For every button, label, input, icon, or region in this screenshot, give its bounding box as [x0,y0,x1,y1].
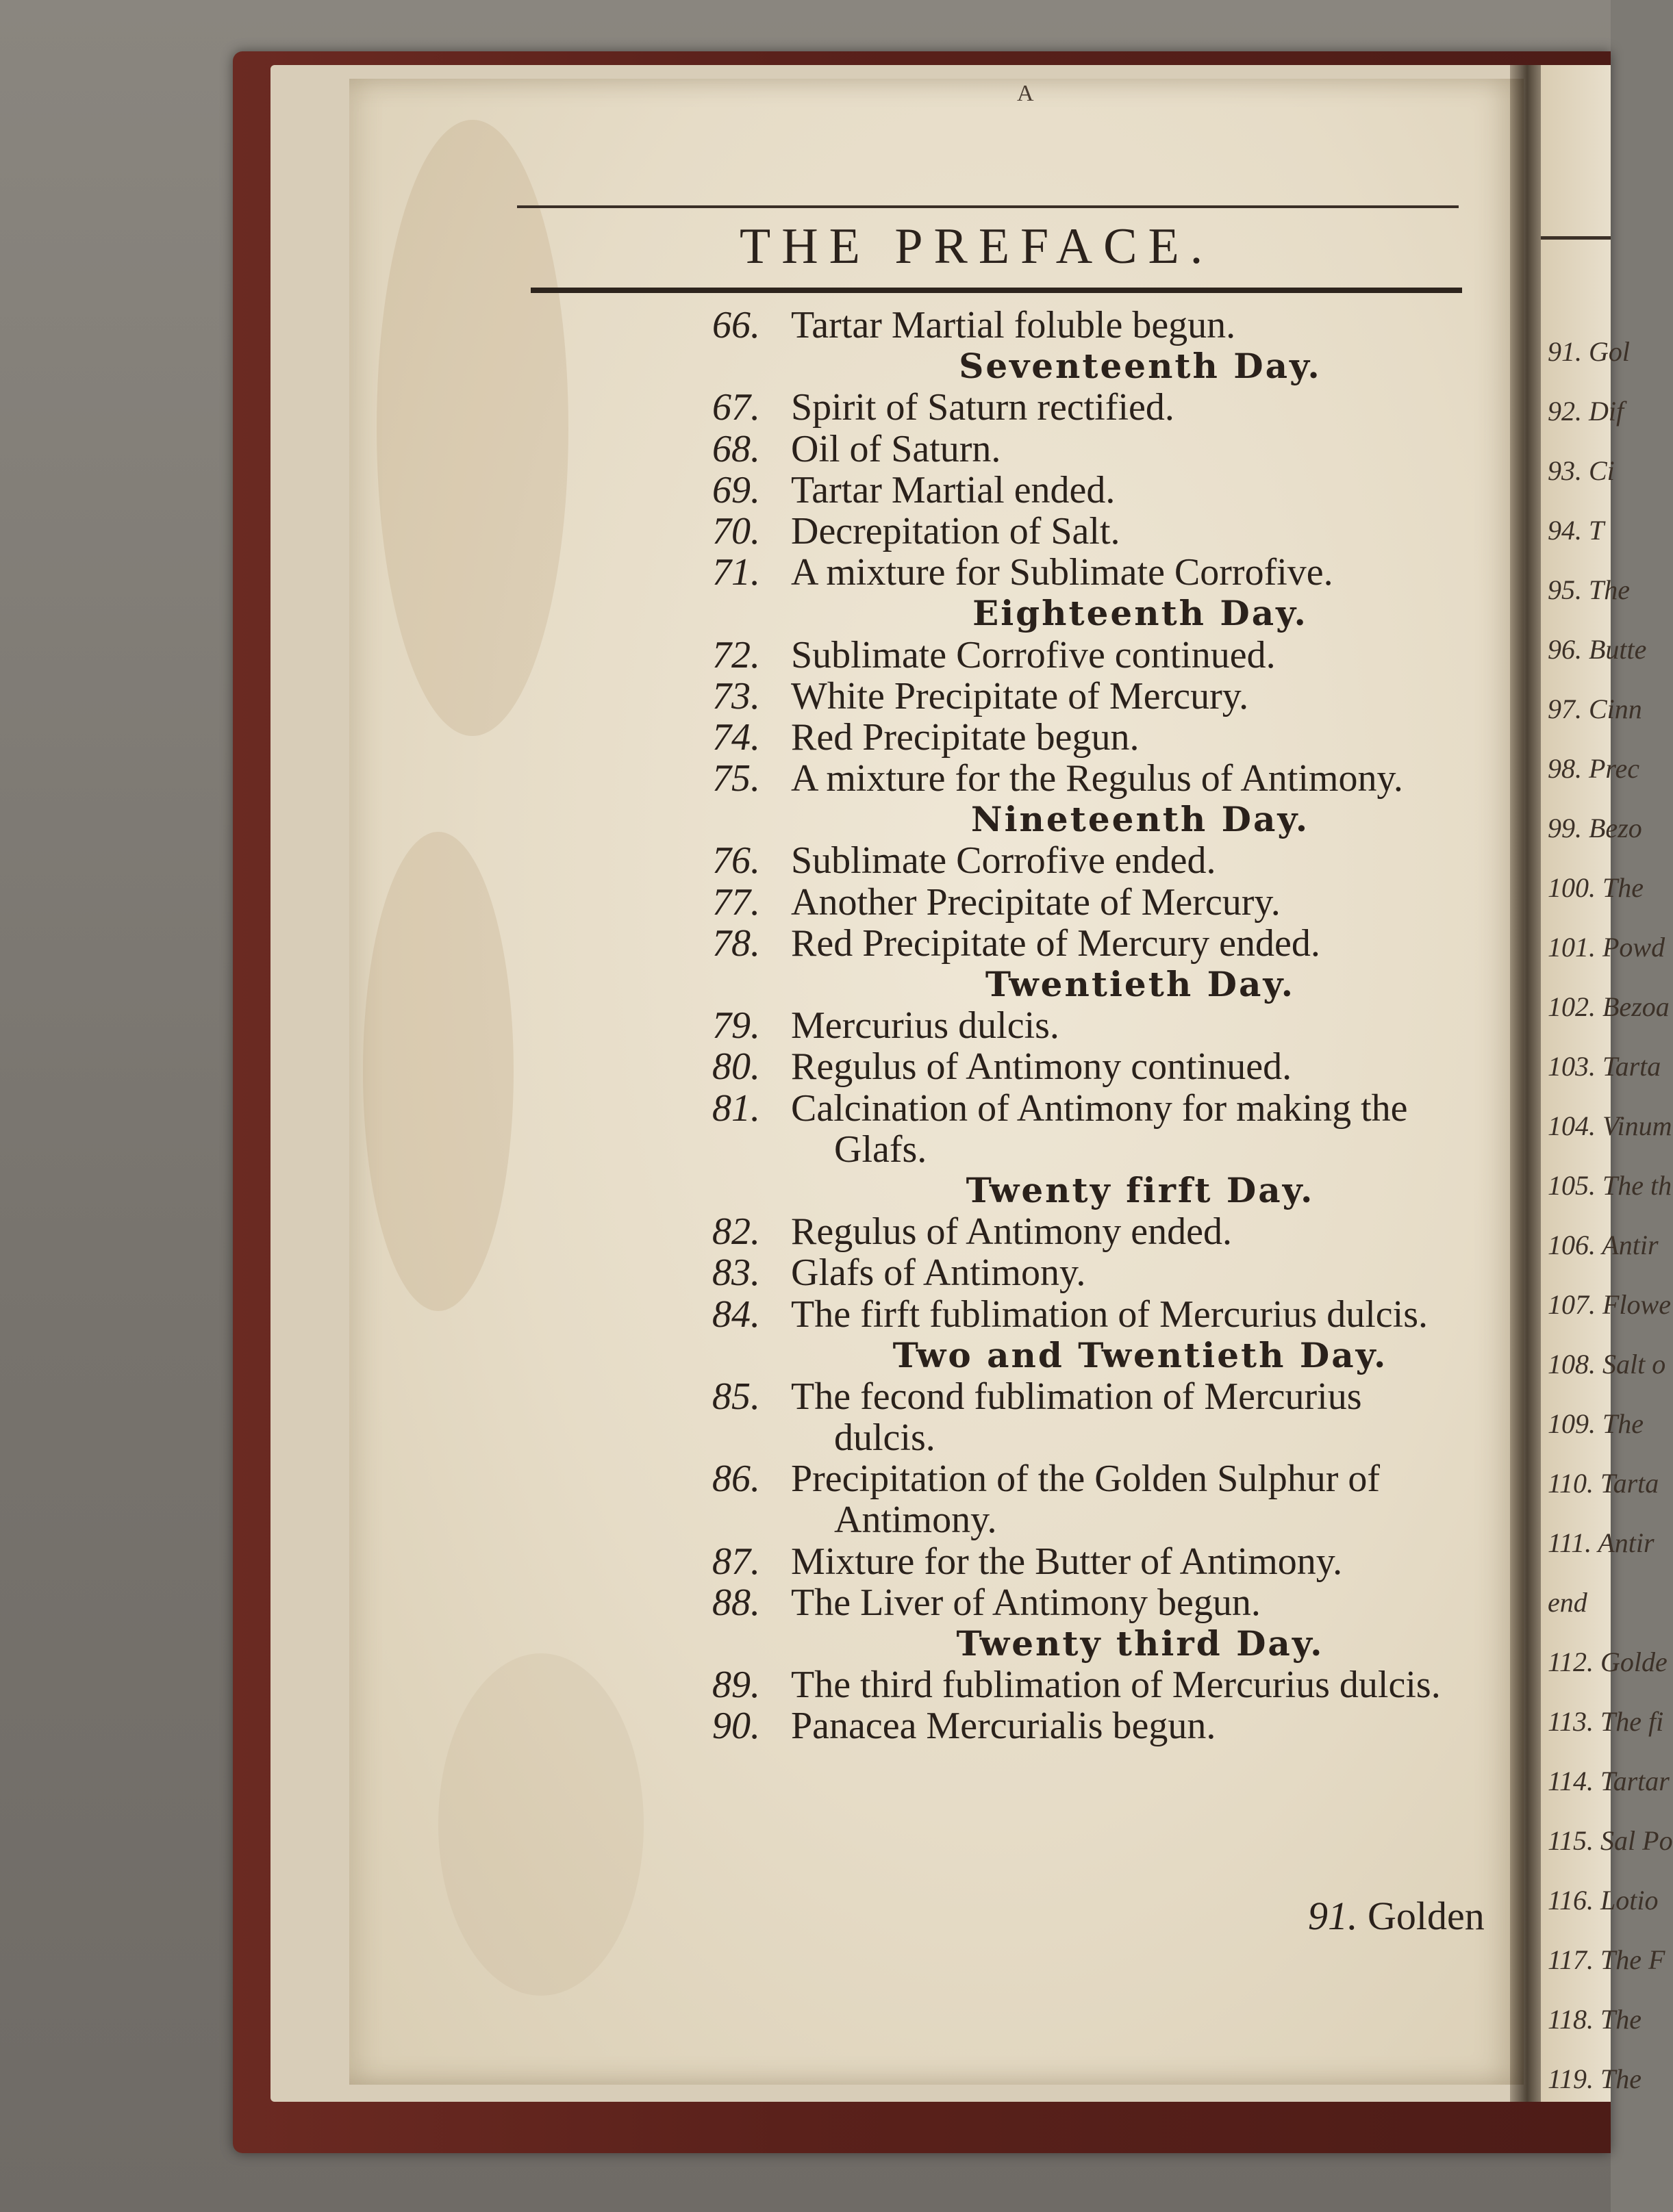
facing-page-line: 97. Cinn [1548,694,1642,724]
facing-page-rule [1541,236,1611,240]
header-rule-top [517,205,1459,208]
catchword-text: Golden [1368,1894,1485,1938]
entry-number: 77. [712,880,760,924]
entry-number: 83. [712,1251,760,1295]
entry-text: Tartar Martial ended. [791,468,1116,511]
entry-text: Sublimate Corrofive continued. [791,633,1276,676]
entry-text: A mixture for the Regulus of Antimony. [791,757,1403,800]
list-item [712,305,1493,346]
entry-number: 81. [712,1086,760,1130]
entry-text: Spirit of Saturn rectified. [791,386,1174,429]
list-item [712,1582,1493,1623]
entry-text: Another Precipitate of Mercury. [791,880,1281,924]
entry-text: The Liver of Antimony begun. [791,1581,1261,1624]
list-item [712,1541,1493,1582]
facing-page-line: 109. The [1548,1408,1644,1439]
list-item [712,470,1493,511]
facing-page-line: 108. Salt o [1548,1349,1666,1380]
day-heading: Eighteenth Day. [972,593,1308,634]
entry-text: White Precipitate of Mercury. [791,674,1249,717]
page-header: THE PREFACE. [740,218,1214,275]
facing-page-line: 102. Bezoa [1548,991,1670,1022]
entry-continuation: dulcis. [834,1416,935,1460]
entry-number: 87. [712,1540,760,1583]
book-gutter [1510,65,1544,2102]
facing-page-line: 106. Antir [1548,1230,1659,1260]
entry-text: Tartar Martial foluble begun. [791,304,1236,346]
entry-continuation: Antimony. [834,1499,997,1542]
day-heading: Two and Twentieth Day. [892,1334,1388,1375]
entry-number: 80. [712,1045,760,1089]
facing-page-line: 92. Dif [1548,396,1624,427]
facing-page-line: 112. Golde [1548,1647,1668,1677]
list-item [712,1376,1493,1417]
entry-continuation: Glafs. [834,1128,927,1171]
list-item [712,1458,1493,1499]
entry-number: 73. [712,674,760,717]
list-item [712,387,1493,428]
entry-number: 71. [712,551,760,594]
facing-page-line: 91. Gol [1548,336,1630,367]
list-item [712,1252,1493,1293]
entry-text: Oil of Saturn. [791,427,1001,470]
facing-page-line: 94. T [1548,515,1605,546]
facing-page-line: 118. The [1548,2004,1642,2035]
day-heading: Twentieth Day. [985,964,1296,1004]
entry-text: Mercurius dulcis. [791,1004,1059,1047]
facing-page-line: 107. Flowe [1548,1289,1671,1320]
entry-number: 67. [712,386,760,429]
facing-page-line: 104. Vinum [1548,1110,1672,1141]
top-mark: A [1017,81,1034,106]
header-rule-bottom [531,288,1462,293]
entry-number: 72. [712,633,760,676]
entry-text: Mixture for the Butter of Antimony. [791,1540,1343,1583]
entry-text: Precipitation of the Golden Sulphur of [791,1458,1381,1501]
facing-page-line: 110. Tarta [1548,1468,1659,1499]
entry-text: The firft fublimation of Mercurius dulcis. [791,1293,1428,1336]
list-item [712,758,1493,799]
entry-text: A mixture for Sublimate Corrofive. [791,551,1333,594]
list-item [712,635,1493,676]
page-stain [363,832,514,1311]
entry-number: 74. [712,715,760,759]
facing-page-line: 99. Bezo [1548,813,1642,843]
day-heading: Seventeenth Day. [959,346,1322,387]
entry-text: Regulus of Antimony continued. [791,1045,1292,1089]
list-item [712,676,1493,717]
facing-page-line: 113. The fi [1548,1706,1664,1737]
list-item [712,1046,1493,1087]
list-item [712,882,1493,923]
entry-number: 76. [712,839,760,882]
entry-number: 82. [712,1210,760,1254]
page-stain [377,120,568,736]
list-item [712,429,1493,470]
entry-text: Glafs of Antimony. [791,1251,1086,1295]
entry-number: 79. [712,1004,760,1047]
entry-text: Decrepitation of Salt. [791,509,1120,552]
facing-page-line: 117. The F [1548,1944,1665,1975]
catchword [1308,1893,1485,1939]
facing-page-line: 103. Tarta [1548,1051,1661,1082]
entry-number: 85. [712,1375,760,1418]
entry-number: 86. [712,1458,760,1501]
entry-number: 89. [712,1664,760,1707]
list-item [712,1294,1493,1335]
facing-page-line: 119. The [1548,2063,1642,2094]
list-item [712,511,1493,552]
list-item [712,840,1493,881]
list-item [712,1705,1493,1746]
entry-text: Panacea Mercurialis begun. [791,1705,1216,1748]
list-item [712,1211,1493,1252]
day-heading: Twenty third Day. [956,1623,1324,1664]
entry-number: 70. [712,509,760,552]
facing-page-line: 111. Antir [1548,1527,1655,1558]
entry-text: Red Precipitate begun. [791,715,1140,759]
page-stain [438,1653,644,1996]
entry-number: 75. [712,757,760,800]
list-item [712,1005,1493,1046]
facing-page-line: end [1548,1587,1587,1618]
entry-number: 78. [712,921,760,965]
entry-number: 90. [712,1705,760,1748]
facing-page-line: 114. Tartar [1548,1766,1670,1796]
facing-page-line: 96. Butte [1548,634,1647,665]
entry-text: Calcination of Antimony for making the [791,1086,1408,1130]
entry-number: 68. [712,427,760,470]
facing-page-line: 116. Lotio [1548,1885,1659,1916]
facing-page-line: 101. Powd [1548,932,1665,963]
list-item [712,552,1493,593]
day-heading: Twenty firft Day. [966,1169,1315,1210]
facing-page-line: 100. The [1548,872,1644,903]
day-heading: Nineteenth Day. [970,799,1310,840]
facing-page-line: 105. The th [1548,1170,1672,1201]
facing-page-line: 98. Prec [1548,753,1640,784]
entry-text: The fecond fublimation of Mercurius [791,1375,1362,1418]
entry-text: Red Precipitate of Mercury ended. [791,921,1320,965]
entry-number: 84. [712,1293,760,1336]
entry-text: The third fublimation of Mercurius dulcis. [791,1664,1441,1707]
entry-text: Regulus of Antimony ended. [791,1210,1232,1254]
facing-page [1541,65,1673,2102]
catchword-number: 91. [1308,1894,1358,1938]
list-item [712,1088,1493,1129]
list-item [712,923,1493,964]
list-item [712,1664,1493,1705]
facing-page-line: 93. Ci [1548,455,1615,486]
contents-list [712,305,1493,1747]
entry-number: 88. [712,1581,760,1624]
list-item [712,717,1493,758]
facing-page-line: 95. The [1548,574,1630,605]
facing-page-line: 115. Sal Po [1548,1825,1673,1856]
entry-number: 69. [712,468,760,511]
entry-text: Sublimate Corrofive ended. [791,839,1216,882]
entry-number: 66. [712,304,760,346]
